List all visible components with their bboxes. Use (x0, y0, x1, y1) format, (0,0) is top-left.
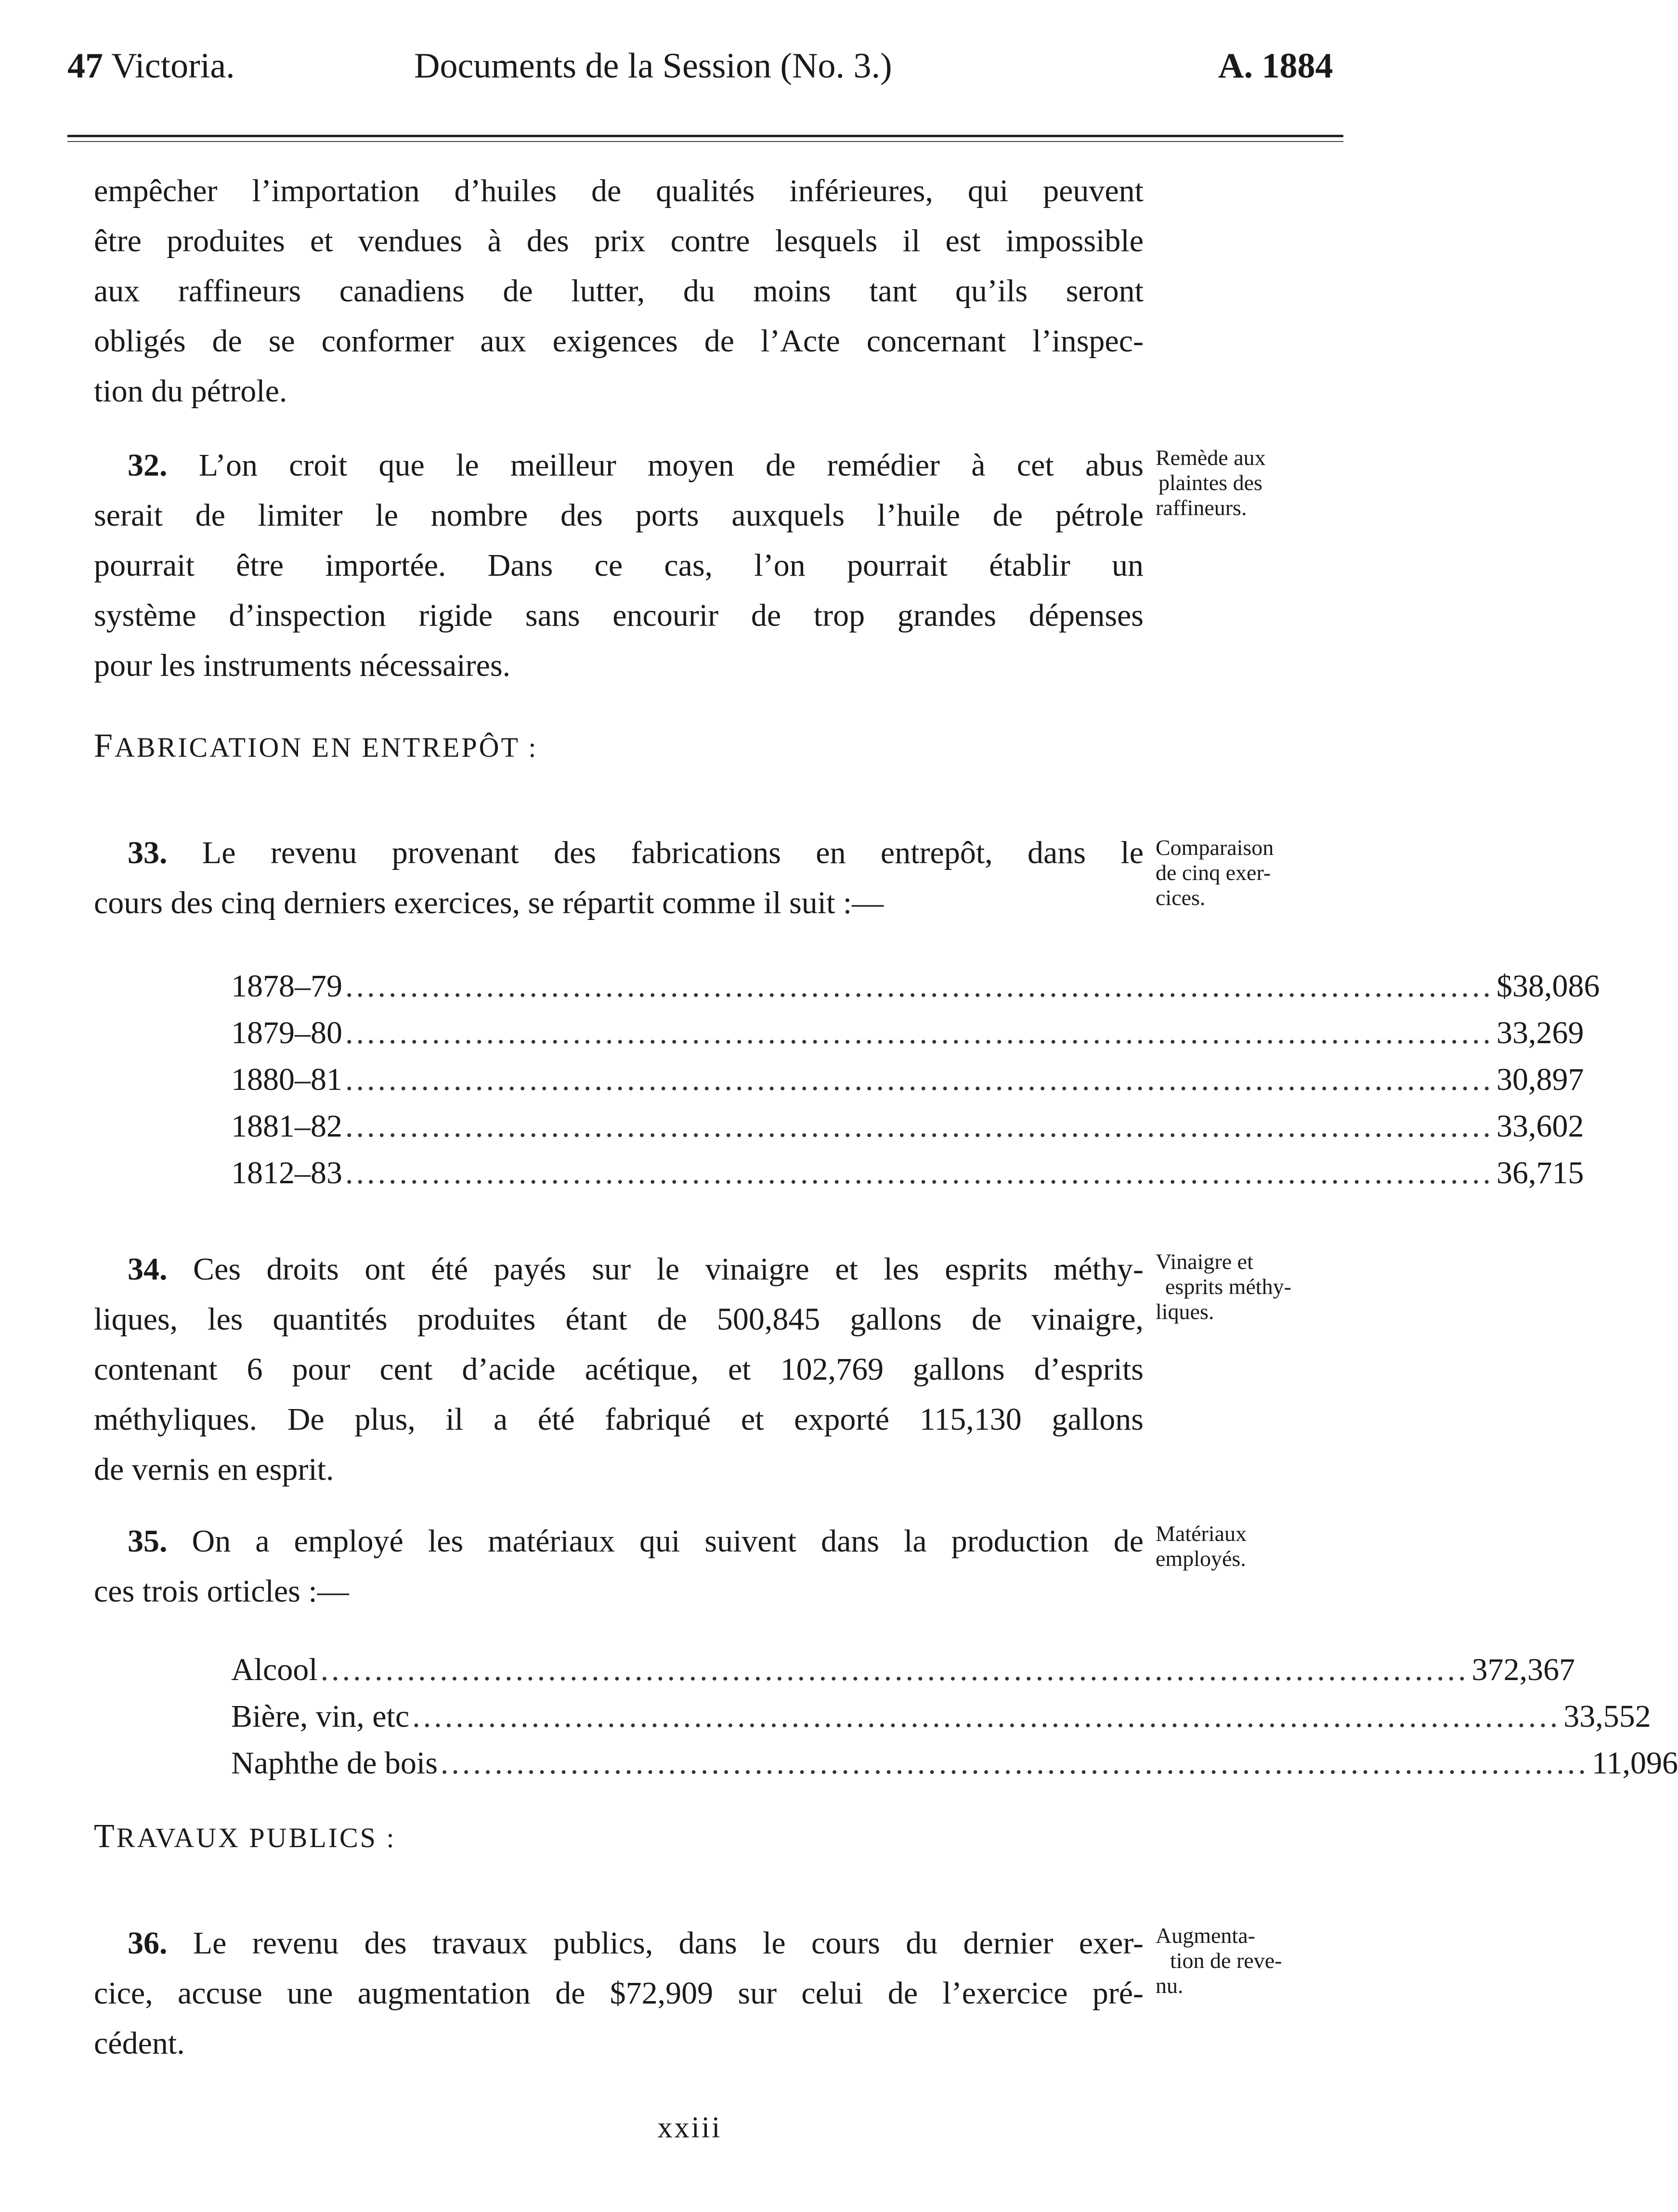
text-line (94, 440, 1144, 491)
amount-cell: 33,269 (1496, 1015, 1584, 1050)
margin-note-line: liques. (1156, 1299, 1214, 1324)
volume-number: 47 (67, 46, 103, 86)
text-line (94, 1918, 1144, 1968)
heading-rest: RAVAUX PUBLICS : (116, 1822, 396, 1853)
text-span: Ces droits ont été payés sur le vinaigre et les esprits méthy- (193, 1252, 1144, 1287)
paragraph-number: 34. (128, 1252, 168, 1287)
amount-cell: 30,897 (1496, 1062, 1584, 1097)
text-line: liques, les quantités produites étant de 500,845 gallons de vinaigre, (94, 1302, 1144, 1337)
paragraph-number: 32. (128, 448, 168, 483)
year-cell: 1880–81 (231, 1062, 342, 1097)
amount-cell: 372,367 (1471, 1652, 1575, 1687)
margin-note-line: de cinq exer- (1156, 860, 1271, 885)
paragraph-33 (94, 828, 1144, 928)
margin-note-line: Remède aux (1156, 445, 1266, 470)
header-rule-thin (67, 141, 1343, 142)
text-line: pourrait être importée. Dans ce cas, l’on pourrait établir un (94, 548, 1144, 583)
heading-initial: F (94, 727, 115, 764)
text-span: Le revenu des travaux publics, dans le cours du dernier exer- (193, 1926, 1144, 1961)
margin-note-line: Augmenta- (1156, 1923, 1255, 1948)
margin-note-34 (1156, 1249, 1363, 1324)
table-row (231, 1693, 1651, 1740)
margin-note-line: cices. (1156, 885, 1206, 910)
material-cell: Alcool (231, 1652, 318, 1687)
paragraph-34 (94, 1244, 1144, 1495)
text-line: être produites et vendues à des prix contre lesquels il est impossible (94, 223, 1144, 259)
text-line: cice, accuse une augmentation de $72,909 sur celui de l’exercice pré- (94, 1976, 1144, 2011)
text-line: empêcher l’importation d’huiles de qualités inférieures, qui peuvent (94, 173, 1144, 208)
table-row (231, 963, 1600, 1009)
material-cell: Naphthe de bois (231, 1746, 438, 1781)
leader-dots: .......................................................................................................... (345, 1062, 1494, 1097)
text-line: méthyliques. De plus, il a été fabriqué et exporté 115,130 gallons (94, 1402, 1144, 1437)
section-heading-fabrication (94, 727, 538, 765)
margin-note-line: raffineurs. (1156, 495, 1247, 520)
text-line (94, 1244, 1144, 1294)
text-line: ces trois orticles :— (94, 1574, 349, 1609)
leader-dots: .......................................................................................................... (320, 1652, 1469, 1687)
margin-note-32 (1156, 445, 1363, 520)
leader-dots: .......................................................................................................... (345, 1015, 1494, 1050)
paragraph-continuation (94, 166, 1144, 416)
year-cell: 1881–82 (231, 1109, 342, 1144)
amount-cell: $38,086 (1496, 969, 1600, 1004)
paragraph-number: 36. (128, 1926, 168, 1961)
header-rule (67, 135, 1343, 137)
text-line: tion du pétrole. (94, 374, 287, 409)
text-line: serait de limiter le nombre des ports auxquels l’huile de pétrole (94, 498, 1144, 533)
margin-note-line: employés. (1156, 1546, 1246, 1571)
margin-note-line: Matériaux (1156, 1521, 1247, 1546)
amount-cell: 36,715 (1496, 1155, 1584, 1190)
revenue-table (231, 963, 1600, 1196)
table-row (231, 1150, 1584, 1196)
running-head-left (67, 48, 235, 84)
text-line: cédent. (94, 2026, 185, 2061)
margin-note-line: Comparaison (1156, 835, 1274, 860)
leader-dots: .......................................................................................................... (345, 969, 1494, 1004)
text-line: système d’inspection rigide sans encourir de trop grandes dépenses (94, 598, 1144, 633)
text-line: aux raffineurs canadiens de lutter, du moins tant qu’ils seront (94, 273, 1144, 309)
table-row (231, 1056, 1584, 1103)
margin-note-line: nu. (1156, 1973, 1184, 1998)
margin-note-35 (1156, 1521, 1363, 1571)
paragraph-32 (94, 440, 1144, 691)
paragraph-number: 33. (128, 835, 168, 870)
text-span: Le revenu provenant des fabrications en entrepôt, dans le (202, 835, 1144, 870)
leader-dots: .......................................................................................................... (440, 1746, 1589, 1781)
table-row (231, 1103, 1584, 1150)
text-span: On a employé les matériaux qui suivent dans la production de (192, 1524, 1144, 1559)
margin-note-line: Vinaigre et (1156, 1249, 1253, 1274)
amount-cell: 33,552 (1563, 1699, 1651, 1734)
table-row (231, 1646, 1575, 1693)
leader-dots: .......................................................................................................... (412, 1699, 1561, 1734)
margin-note-line: tion de reve- (1170, 1948, 1282, 1973)
paragraph-35 (94, 1516, 1144, 1617)
running-head-title: Documents de la Session (No. 3.) (414, 46, 892, 86)
text-span: L’on croit que le meilleur moyen de remédier à cet abus (198, 448, 1144, 483)
paragraph-number: 35. (128, 1524, 168, 1559)
table-row (231, 1740, 1678, 1786)
text-line: pour les instruments nécessaires. (94, 648, 511, 683)
text-line: cours des cinq derniers exercices, se répartit comme il suit :— (94, 885, 884, 920)
volume-label: Victoria. (111, 46, 235, 86)
amount-cell: 11,096 (1591, 1746, 1678, 1781)
heading-initial: T (94, 1818, 117, 1855)
margin-note-36 (1156, 1923, 1363, 1998)
leader-dots: .......................................................................................................... (345, 1109, 1494, 1144)
page-number: xxiii (657, 2111, 722, 2144)
section-heading-travaux (94, 1817, 396, 1856)
year-cell: 1878–79 (231, 969, 342, 1004)
text-line: obligés de se conformer aux exigences de l’Acte concernant l’inspec- (94, 323, 1144, 359)
text-line: de vernis en esprit. (94, 1452, 334, 1487)
leader-dots: .......................................................................................................... (345, 1155, 1494, 1190)
text-line: contenant 6 pour cent d’acide acétique, et 102,769 gallons d’esprits (94, 1352, 1144, 1387)
paragraph-36 (94, 1918, 1144, 2069)
amount-cell: 33,602 (1496, 1109, 1584, 1144)
margin-note-line: plaintes des (1158, 470, 1262, 495)
margin-note-33 (1156, 835, 1363, 910)
materials-table (231, 1646, 1678, 1786)
year-cell: 1879–80 (231, 1015, 342, 1050)
year-cell: 1812–83 (231, 1155, 342, 1190)
running-head-year: A. 1884 (1218, 46, 1333, 86)
heading-rest: ABRICATION EN ENTREPÔT : (114, 732, 538, 763)
text-line (94, 828, 1144, 878)
material-cell: Bière, vin, etc (231, 1699, 410, 1734)
table-row (231, 1009, 1584, 1056)
margin-note-line: esprits méthy- (1165, 1274, 1291, 1299)
text-line (94, 1516, 1144, 1566)
